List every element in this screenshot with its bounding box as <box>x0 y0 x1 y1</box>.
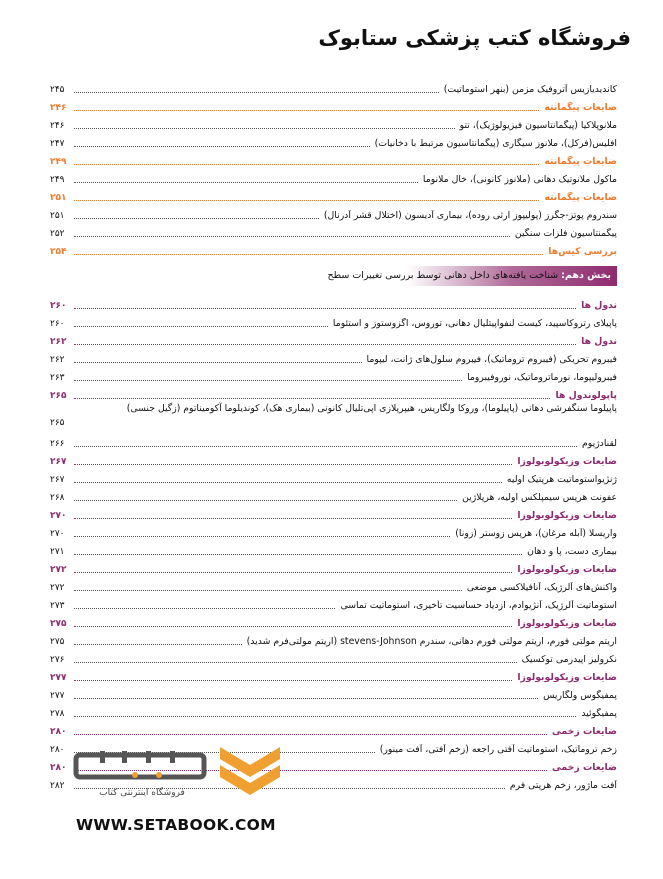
dot-leader <box>74 236 510 237</box>
toc-heading-title: ضایعات وزیکولوبولوزا <box>517 510 617 521</box>
toc-heading <box>50 612 617 630</box>
toc-entry <box>50 702 617 720</box>
toc-entry-title: آفت ماژور، زخم هرپتی فرم <box>509 780 617 791</box>
dot-leader <box>74 182 418 183</box>
toc-heading <box>50 294 617 312</box>
toc-entry-page: ۲۷۳ <box>50 601 65 611</box>
toc-entry <box>50 594 617 612</box>
toc-heading <box>50 186 617 204</box>
toc-entry-title: فیبرولیپوما، نورماتروماتیک، نوروفیبروما <box>467 372 617 383</box>
dot-leader <box>74 464 512 465</box>
dot-leader <box>74 146 370 147</box>
toc-entry-page: ۲۷۵ <box>50 619 67 629</box>
dot-leader <box>74 482 502 483</box>
table-of-contents <box>50 78 617 792</box>
toc-entry <box>50 630 617 648</box>
toc-entry-title: پمفیگوئید <box>581 708 617 719</box>
toc-entry-page: ۲۷۲ <box>50 583 65 593</box>
toc-entry-page: ۲۷۷ <box>50 691 65 701</box>
section-banner-text <box>327 270 611 281</box>
toc-heading <box>50 330 617 348</box>
section-banner <box>50 264 617 290</box>
dot-leader <box>74 680 512 681</box>
toc-entry-page: ۲۸۰ <box>50 745 65 755</box>
toc-entry-page: ۲۸۲ <box>50 781 65 791</box>
toc-entry-page: ۲۴۹ <box>50 175 65 185</box>
toc-heading-title: بررسی کیس‌ها <box>548 246 617 257</box>
toc-entry-title: بیماری دست، پا و دهان <box>527 546 617 557</box>
toc-entry-title: ژنژیواستوماتیت هرپتیک اولیه <box>506 474 617 485</box>
dot-leader <box>74 608 335 609</box>
toc-entry-page: ۲۷۵ <box>50 637 65 647</box>
toc-entry-page: ۲۴۶ <box>50 103 67 113</box>
section-title: شناخت یافته‌های داخل دهانی توسط بررسی تغییرات سطح <box>327 270 559 281</box>
toc-entry-page: ۲۷۶ <box>50 655 65 665</box>
toc-entry <box>50 402 617 432</box>
toc-entry-title: واریسلا (آبله مرغان)، هرپس زوستر (زونا) <box>455 528 617 539</box>
logo-subtitle: فروشگاه اینترنتی کتاب <box>99 788 185 798</box>
toc-entry-page: ۲۶۰ <box>50 319 65 329</box>
section-label: بخش دهم: <box>561 270 611 281</box>
toc-entry <box>50 222 617 240</box>
toc-entry-page: ۲۷۱ <box>50 547 65 557</box>
dot-leader <box>74 110 539 111</box>
dot-leader <box>74 500 457 501</box>
toc-entry-title: ماکول ملانوتیک دهانی (ملانوز کانونی)، خال ملانوما <box>422 174 617 185</box>
toc-heading <box>50 384 617 402</box>
toc-entry-page: ۲۵۴ <box>50 247 67 257</box>
toc-entry <box>50 168 617 186</box>
dot-leader <box>74 128 455 129</box>
dot-leader <box>74 536 450 537</box>
dot-leader <box>74 554 522 555</box>
toc-heading-title: ضایعات پیگمانته <box>544 192 617 203</box>
toc-entry <box>50 684 617 702</box>
toc-heading-title: ندول ها <box>581 300 617 311</box>
dot-leader <box>74 344 576 345</box>
toc-entry-page: ۲۴۹ <box>50 157 67 167</box>
toc-entry-page: ۲۴۷ <box>50 139 65 149</box>
toc-list-before <box>50 78 617 258</box>
toc-entry <box>50 132 617 150</box>
dot-leader <box>74 590 462 591</box>
website-url[interactable]: WWW.SETABOOK.COM <box>76 816 276 834</box>
toc-entry-title: واکنش‌های آلرژیک، آنافیلاکسی موضعی <box>466 582 617 593</box>
toc-heading-title: ضایعات پیگمانته <box>544 156 617 167</box>
toc-entry <box>50 78 617 96</box>
toc-entry-page: ۲۸۰ <box>50 727 67 737</box>
toc-entry-title: استوماتیت آلرژیک، آنژیوادم، ازدیاد حساسیت تأخیری، استوماتیت تماسی <box>340 600 617 611</box>
toc-heading <box>50 96 617 114</box>
chevron-stack-icon <box>220 743 280 801</box>
toc-entry-page: ۲۶۸ <box>50 493 65 503</box>
toc-entry-page: ۲۴۵ <box>50 85 65 95</box>
dot-leader <box>74 164 539 165</box>
toc-entry <box>50 312 617 330</box>
toc-heading <box>50 720 617 738</box>
page-title: فروشگاه کتب پزشکی ستابوک <box>318 26 631 50</box>
toc-entry-title: ملانوپلاکیا (پیگمانتاسیون فیزیولوژیک)، تتو <box>459 120 617 131</box>
toc-entry-page: ۲۵۱ <box>50 211 65 221</box>
toc-heading-title: ضایعات زخمی <box>552 762 617 773</box>
toc-entry <box>50 204 617 222</box>
toc-entry-title: لقنادژیوم <box>582 438 617 449</box>
toc-entry <box>50 486 617 504</box>
toc-heading <box>50 450 617 468</box>
toc-entry-page: ۲۷۰ <box>50 511 67 521</box>
toc-entry <box>50 648 617 666</box>
dot-leader <box>74 200 539 201</box>
toc-heading-title: ضایعات پیگمانته <box>544 102 617 113</box>
dot-leader <box>74 308 576 309</box>
toc-heading-title: ضایعات وزیکولوبولوزا <box>517 672 617 683</box>
toc-heading <box>50 666 617 684</box>
toc-entry-page: ۲۴۶ <box>50 121 65 131</box>
dot-leader <box>74 662 517 663</box>
toc-entry-page: ۲۷۲ <box>50 565 67 575</box>
toc-entry <box>50 540 617 558</box>
toc-entry <box>50 576 617 594</box>
toc-entry-page: ۲۶۷ <box>50 475 65 485</box>
toc-entry-title: پمفیگوس ولگاریس <box>543 690 617 701</box>
toc-entry-title: پاپیلوما سنگفرشی دهانی (پاپیلوما)، وروکا ولگاریس، هیپرپلازی اپی‌تلیال کانونی (بیماری هک)، کوندیلوما آکومیناتوم (زگیل جنسی) <box>126 403 617 414</box>
toc-entry-title: پیگمنتاسیون فلزات سنگین <box>514 228 617 239</box>
toc-entry <box>50 522 617 540</box>
toc-entry <box>50 348 617 366</box>
toc-entry-title: کاندیدیازیس آتروفیک مزمن (بنهر استوماتیت) <box>443 84 617 95</box>
toc-heading-title: ضایعات وزیکولوبولوزا <box>517 618 617 629</box>
toc-entry <box>50 366 617 384</box>
dot-leader <box>74 572 512 573</box>
toc-entry-page: ۲۶۷ <box>50 457 67 467</box>
toc-entry-title: سندروم پوتز-جگرز (پولیپوز ارثی روده)، بیماری آدیسون (اختلال قشر آدرنال) <box>323 210 617 221</box>
dot-leader <box>74 734 547 735</box>
toc-heading <box>50 150 617 168</box>
dot-leader <box>74 218 319 219</box>
dot-leader <box>74 644 242 645</box>
toc-entry-page: ۲۶۳ <box>50 373 65 383</box>
dot-leader <box>74 254 543 255</box>
toc-entry-page: ۲۵۱ <box>50 193 67 203</box>
dot-leader <box>74 362 362 363</box>
dot-leader <box>74 380 462 381</box>
toc-entry-page: ۲۶۰ <box>50 301 67 311</box>
toc-heading <box>50 504 617 522</box>
toc-heading <box>50 240 617 258</box>
toc-entry-page: ۲۷۰ <box>50 529 65 539</box>
toc-entry-page: ۲۸۰ <box>50 763 67 773</box>
toc-entry-page: ۲۷۸ <box>50 709 65 719</box>
toc-entry-title: اریتم مولتی فورم، اریتم مولتی فورم دهانی، سندرم stevens-Johnson (اریتم مولتی‌فرم شدید) <box>246 636 617 647</box>
toc-entry <box>50 468 617 486</box>
dot-leader <box>74 326 328 327</box>
toc-entry-page: ۲۶۲ <box>50 337 67 347</box>
dot-leader <box>74 626 512 627</box>
toc-heading-title: ندول ها <box>581 336 617 347</box>
toc-entry <box>50 432 617 450</box>
dot-leader <box>74 698 538 699</box>
dot-leader <box>74 716 576 717</box>
toc-list-after <box>50 294 617 792</box>
toc-entry-title: عفونت هرپس سیمپلکس اولیه، هرپلاژین <box>462 492 617 503</box>
toc-entry-title: پاپیلای رتروکاسپید، کیست لنفواپیتلیال دهانی، توروس، اگزوستوز و استئوما <box>332 318 617 329</box>
toc-entry <box>50 114 617 132</box>
dot-leader <box>74 92 439 93</box>
toc-heading-title: ضایعات وزیکولوبولوزا <box>517 456 617 467</box>
toc-entry-page: ۲۶۵ <box>50 391 67 401</box>
toc-entry-title: افلیس(فرکل)، ملانوز سیگاری (پیگمانتاسیون مرتبط با دخانیات) <box>374 138 617 149</box>
toc-heading-title: ضایعات زخمی <box>552 726 617 737</box>
dot-leader <box>74 518 512 519</box>
toc-entry-title: نکرولیز اپیدرمی توکسیک <box>521 654 617 665</box>
toc-entry-page: ۲۶۵ <box>50 418 65 428</box>
toc-heading <box>50 558 617 576</box>
toc-entry-title: زخم تروماتیک، استوماتیت آفتی راجعه (زخم آفتی، آفت مینور) <box>379 744 617 755</box>
toc-heading-title: ضایعات وزیکولوبولوزا <box>517 564 617 575</box>
toc-heading-title: پاپولوندول ها <box>555 390 617 401</box>
logo-wordmark-icon <box>70 745 210 785</box>
toc-entry-page: ۲۶۶ <box>50 439 65 449</box>
toc-entry-page: ۲۷۷ <box>50 673 67 683</box>
setabook-logo <box>70 743 290 809</box>
dot-leader <box>74 398 550 399</box>
toc-entry-title: فیبروم تحریکی (فیبروم تروماتیک)، فیبروم سلول‌های ژانت، لیپوما <box>366 354 617 365</box>
dot-leader <box>74 446 577 447</box>
toc-entry-page: ۲۵۲ <box>50 229 65 239</box>
toc-entry-page: ۲۶۲ <box>50 355 65 365</box>
